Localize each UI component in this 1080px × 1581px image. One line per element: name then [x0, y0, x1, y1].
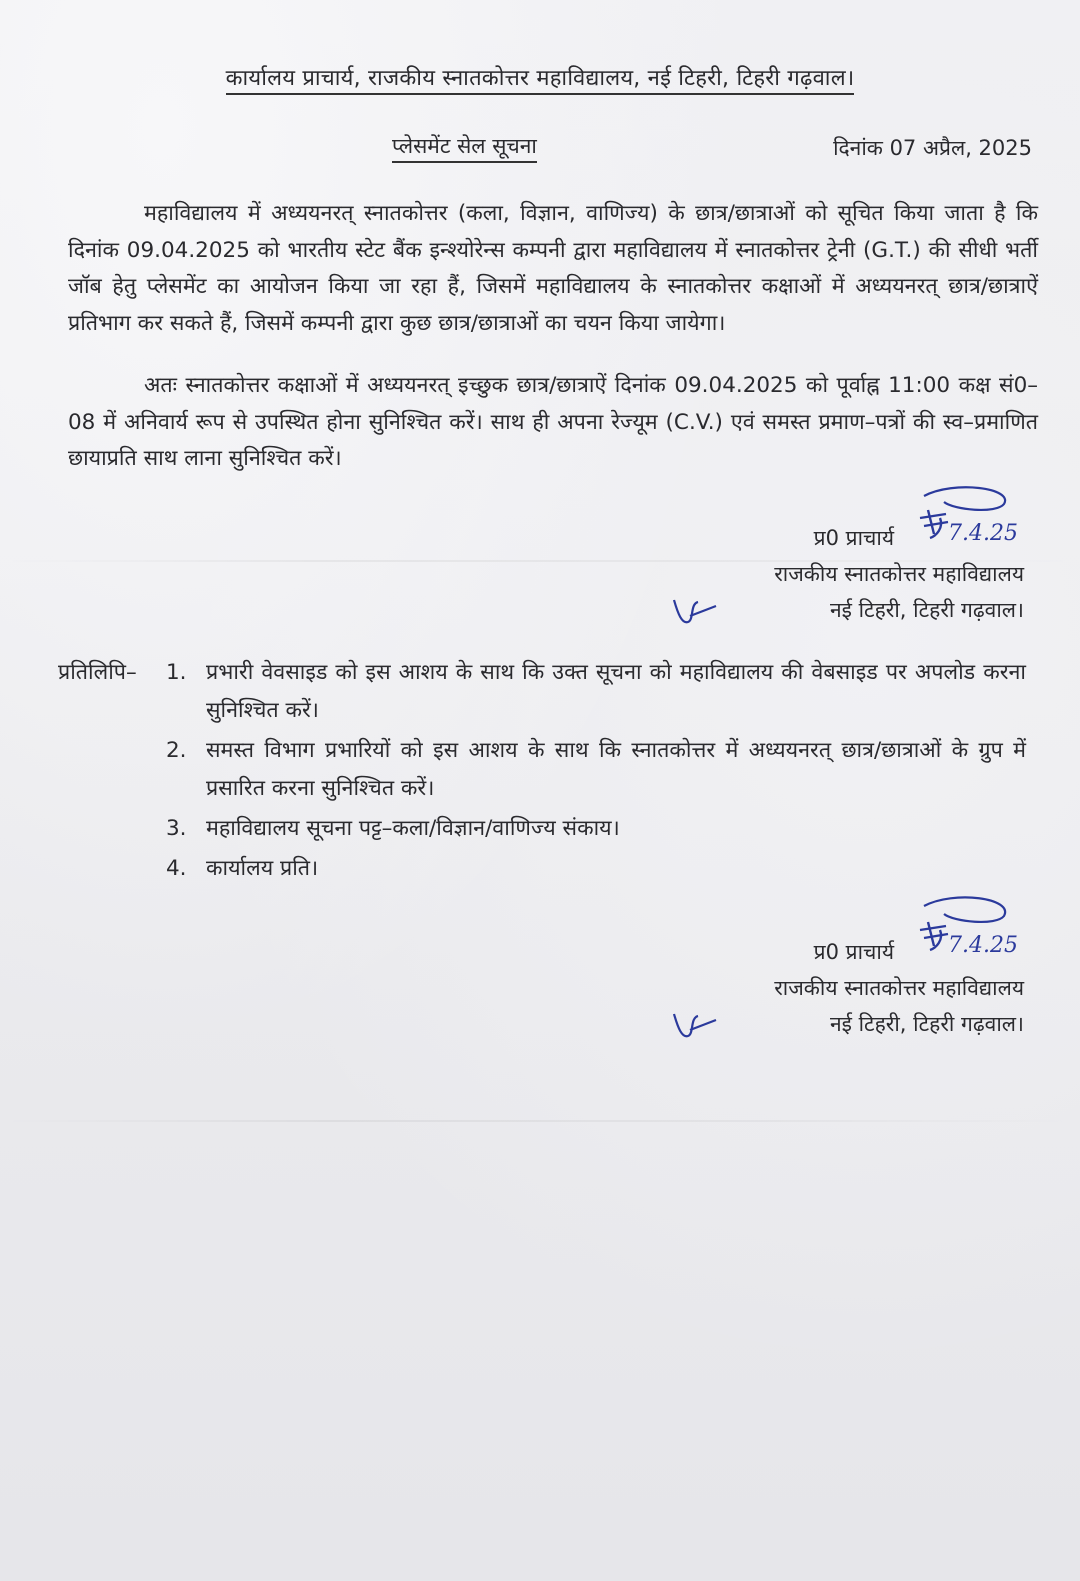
copy-text: महाविद्यालय सूचना पट्ट–कला/विज्ञान/वाणिज्य संकाय। — [206, 816, 620, 841]
institution-name: राजकीय स्नातकोत्तर महाविद्यालय — [774, 976, 1024, 1000]
signature-date: 7.4.25 — [948, 933, 1018, 958]
body-paragraph: अतः स्नातकोत्तर कक्षाओं में अध्ययनरत् इच्छुक छात्र/छात्राऐं दिनांक 09.04.2025 को पूर्वाह्न 11:00 कक्ष सं0–08 में अनिवार्य रूप से उपस्थित होना सुनिश्चित करें। साथ ही अपना रेज्यूम (C.V.) एवं समस्त प्रमाण–पत्रों की स्व–प्रमाणित छायाप्रति साथ लाना सुनिश्चित करें। — [68, 373, 1038, 471]
signature-block — [664, 520, 1024, 628]
notice-date: दिनांक 07 अप्रैल, 2025 — [833, 136, 1032, 160]
designation: प्र0 प्राचार्य — [813, 526, 894, 550]
office-header-text: कार्यालय प्राचार्य, राजकीय स्नातकोत्तर महाविद्यालय, नई टिहरी, टिहरी गढ़वाल। — [226, 66, 855, 95]
notice-title: प्लेसमेंट सेल सूचना — [392, 132, 537, 163]
copy-text: प्रभारी वेवसाइड को इस आशय के साथ कि उक्त सूचना को महाविद्यालय की वेबसाइड पर अपलोड करना सुनिश्चित करें। — [206, 660, 1026, 723]
office-header — [0, 62, 1080, 92]
copy-number: 4. — [166, 856, 187, 881]
initial-mark — [670, 594, 720, 630]
signature-date: 7.4.25 — [948, 521, 1018, 546]
institution-location: नई टिहरी, टिहरी गढ़वाल। — [829, 1012, 1024, 1036]
copy-number: 1. — [166, 660, 187, 685]
institution-location: नई टिहरी, टिहरी गढ़वाल। — [829, 598, 1024, 622]
copy-text: कार्यालय प्रति। — [206, 856, 319, 881]
body-paragraph: महाविद्यालय में अध्ययनरत् स्नातकोत्तर (कला, विज्ञान, वाणिज्य) के छात्र/छात्राओं को सूचित किया जाता है कि दिनांक 09.04.2025 को भारतीय स्टेट बैंक इन्श्योरेन्स कम्पनी द्वारा महाविद्यालय में स्नातकोत्तर ट्रेनी (G.T.) की सीधी भर्ती जॉब हेतु प्लेसमेंट का आयोजन किया जा रहा हैं, जिसमें महाविद्यालय के स्नातकोत्तर कक्षाओं में अध्ययनरत् छात्र/छात्राऐं प्रतिभाग कर सकते हैं, जिसमें कम्पनी द्वारा कुछ छात्र/छात्राओं का चयन किया जायेगा। — [68, 201, 1038, 336]
copy-text: समस्त विभाग प्रभारियों को इस आशय के साथ कि स्नातकोत्तर में अध्ययनरत् छात्र/छात्राओं के ग्रुप में प्रसारित करना सुनिश्चित करें। — [206, 738, 1026, 801]
copy-number: 2. — [166, 738, 187, 763]
designation: प्र0 प्राचार्य — [813, 940, 894, 964]
initial-mark — [670, 1008, 720, 1044]
copy-number: 3. — [166, 816, 187, 841]
paper-fold — [0, 1120, 1080, 1122]
institution-name: राजकीय स्नातकोत्तर महाविद्यालय — [774, 562, 1024, 586]
handwritten-signature — [884, 894, 1044, 974]
copies-label: प्रतिलिपि– — [58, 660, 137, 685]
handwritten-signature — [884, 484, 1044, 564]
signature-block — [664, 934, 1024, 1042]
